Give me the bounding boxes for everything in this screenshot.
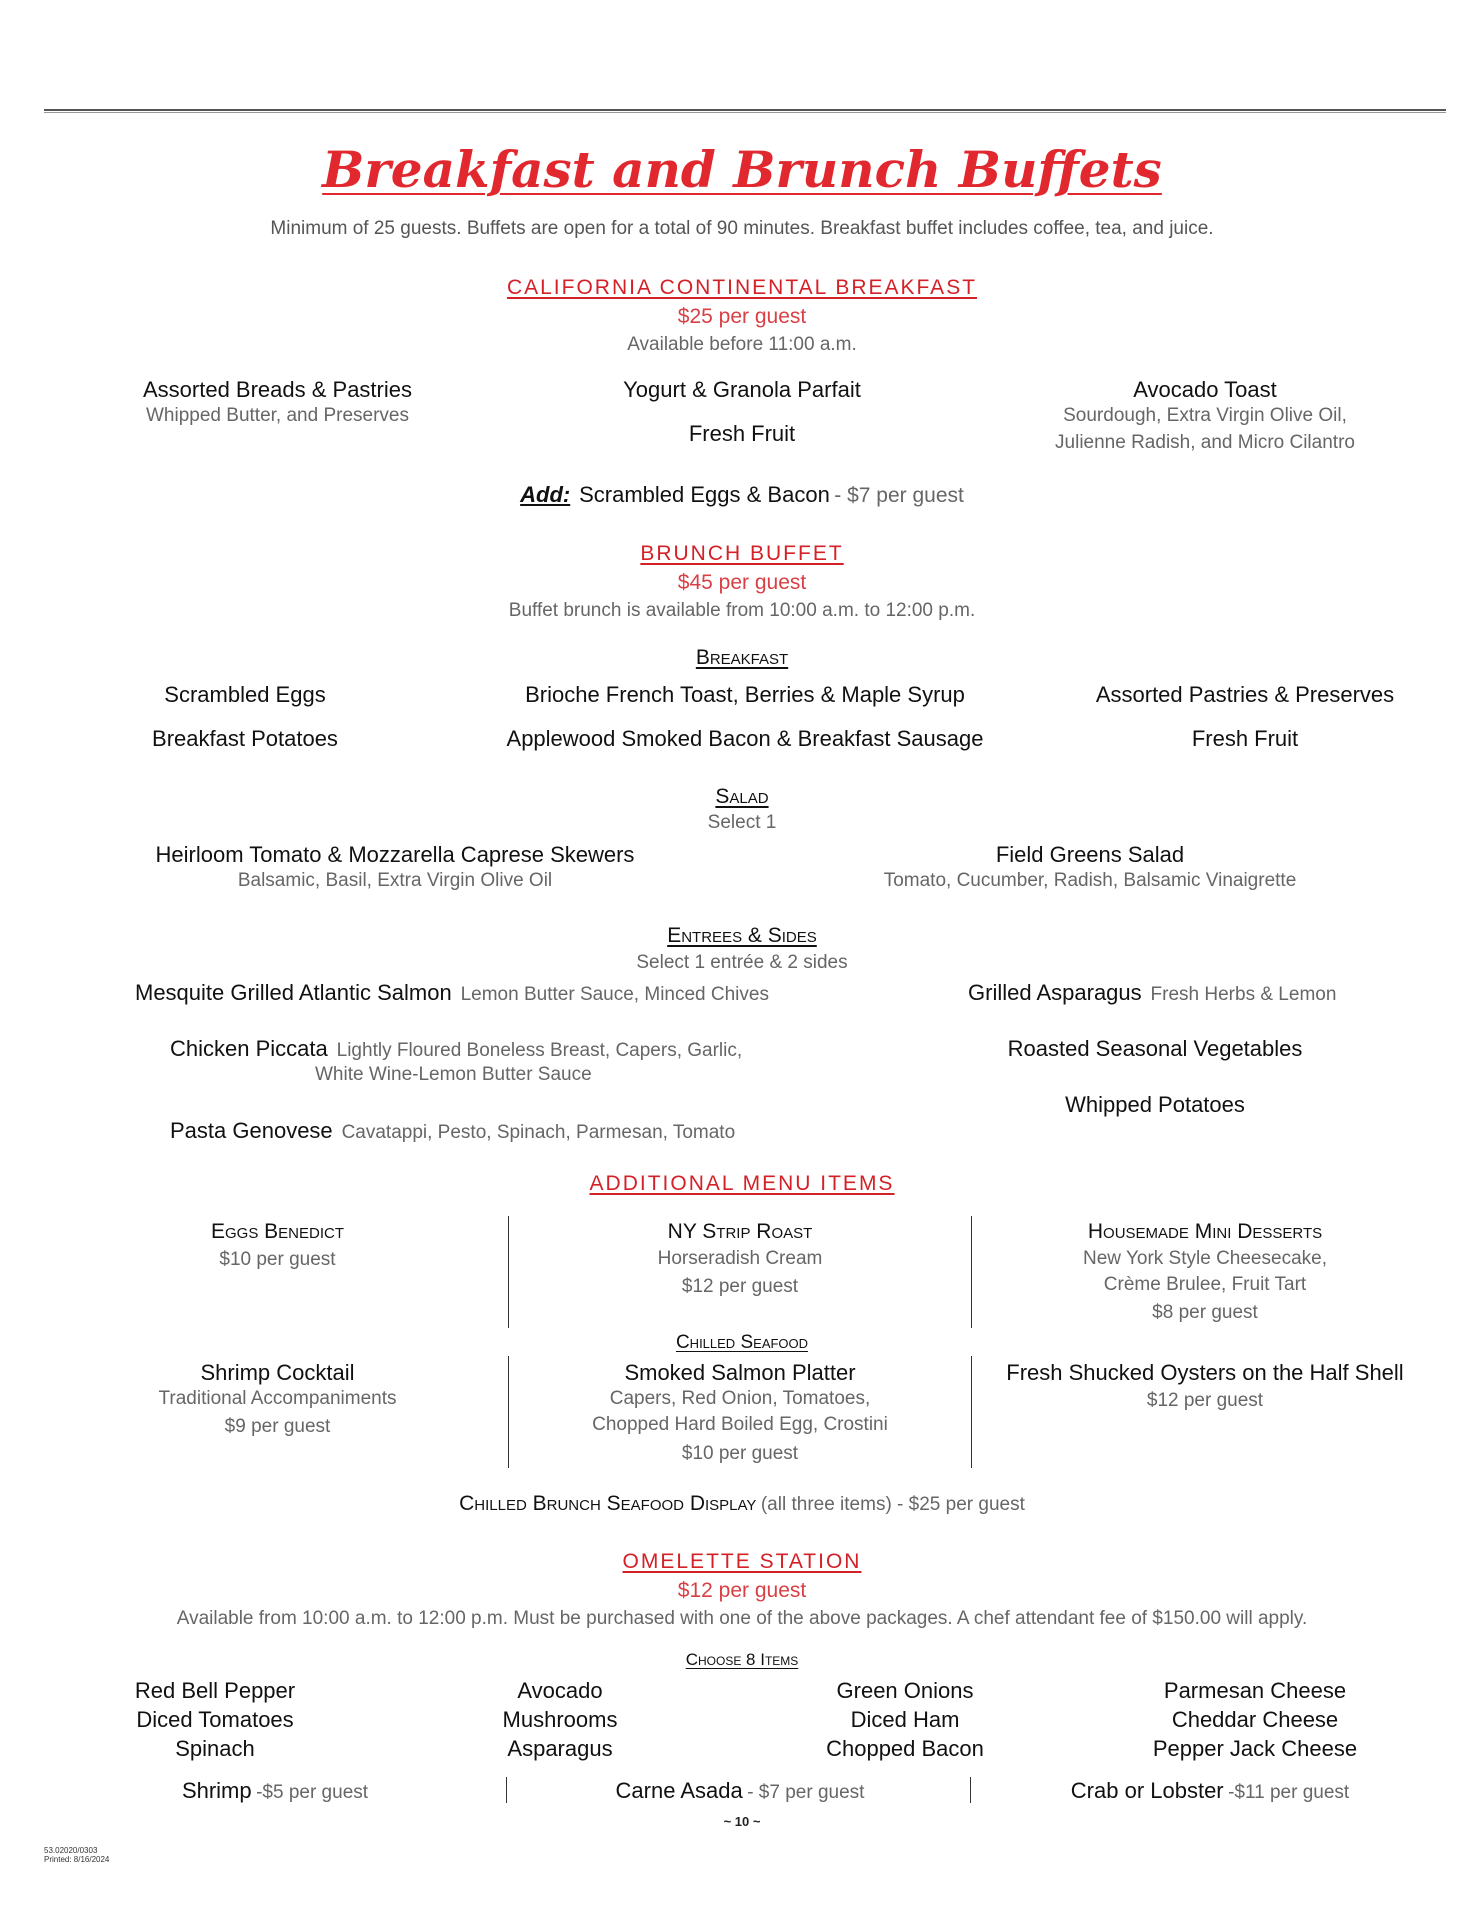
footer-code: 53.02020/0303	[44, 1846, 98, 1855]
salad-subheading: Salad	[715, 785, 769, 808]
extra-crab-lobster-title: Crab or Lobster	[1070, 1778, 1224, 1803]
add-item: Scrambled Eggs & Bacon	[579, 482, 830, 507]
eggs-benedict-title: Eggs Benedict	[210, 1220, 345, 1243]
oysters-price: $12 per guest	[1146, 1390, 1264, 1411]
chilled-seafood-subheading: Chilled Seafood	[675, 1332, 809, 1353]
desserts-desc-2: Crème Brulee, Fruit Tart	[1103, 1274, 1307, 1295]
continental-avocado-desc-1: Sourdough, Extra Virgin Olive Oil,	[1063, 405, 1347, 426]
omelette-extra-shrimp	[90, 1778, 460, 1804]
side-asparagus-title: Grilled Asparagus	[968, 980, 1142, 1005]
omelette-item: Pepper Jack Cheese	[1152, 1736, 1358, 1761]
entree-salmon	[135, 980, 769, 1006]
brunch-heading: BRUNCH BUFFET	[640, 542, 844, 565]
divider-extra-1	[506, 1777, 507, 1803]
continental-fresh-fruit: Fresh Fruit	[688, 421, 796, 446]
shrimp-cocktail-title: Shrimp Cocktail	[200, 1360, 355, 1385]
omelette-availability: Available from 10:00 a.m. to 12:00 p.m. Must be purchased with one of the above packages. A chef attendant fee of $150.00 will apply.	[176, 1608, 1308, 1629]
omelette-item: Parmesan Cheese	[1163, 1678, 1347, 1703]
shrimp-cocktail-desc: Traditional Accompaniments	[158, 1388, 397, 1409]
continental-add-line	[0, 482, 1484, 508]
brunch-scrambled-eggs: Scrambled Eggs	[164, 682, 326, 707]
entree-salmon-title: Mesquite Grilled Atlantic Salmon	[135, 980, 452, 1005]
ny-strip-title: NY Strip Roast	[667, 1220, 813, 1243]
side-roasted-vegetables: Roasted Seasonal Vegetables	[1007, 1036, 1303, 1061]
salad-caprese-desc: Balsamic, Basil, Extra Virgin Olive Oil	[237, 870, 553, 891]
divider-right-bottom	[971, 1356, 972, 1468]
shrimp-cocktail-price: $9 per guest	[224, 1416, 331, 1437]
side-asparagus-desc: Fresh Herbs & Lemon	[1150, 984, 1337, 1005]
smoked-salmon-price: $10 per guest	[681, 1443, 799, 1464]
continental-heading: CALIFORNIA CONTINENTAL BREAKFAST	[506, 276, 978, 299]
omelette-item: Green Onions	[836, 1678, 974, 1703]
brunch-bacon-sausage: Applewood Smoked Bacon & Breakfast Sausage	[506, 726, 984, 751]
entree-piccata-title: Chicken Piccata	[170, 1036, 328, 1061]
entree-piccata	[170, 1036, 742, 1062]
desserts-desc-1: New York Style Cheesecake,	[1083, 1248, 1327, 1269]
continental-avocado-desc-2: Julienne Radish, and Micro Cilantro	[1055, 432, 1355, 453]
entree-pasta-title: Pasta Genovese	[170, 1118, 333, 1143]
eggs-benedict-price: $10 per guest	[219, 1249, 336, 1270]
continental-breads-title: Assorted Breads & Pastries	[142, 377, 412, 402]
brunch-fresh-fruit: Fresh Fruit	[1191, 726, 1299, 751]
extra-crab-lobster-price: -$11 per guest	[1228, 1782, 1350, 1803]
seafood-display-line	[0, 1492, 1484, 1516]
ny-strip-desc: Horseradish Cream	[657, 1248, 823, 1269]
brunch-breakfast-potatoes: Breakfast Potatoes	[152, 726, 338, 751]
entrees-subheading: Entrees & Sides	[667, 924, 817, 947]
extra-shrimp-title: Shrimp	[181, 1778, 252, 1803]
salad-select: Select 1	[707, 812, 777, 833]
omelette-item: Cheddar Cheese	[1171, 1707, 1339, 1732]
omelette-price: $12 per guest	[677, 1579, 807, 1602]
continental-availability: Available before 11:00 a.m.	[627, 334, 857, 355]
smoked-salmon-desc-1: Capers, Red Onion, Tomatoes,	[609, 1388, 871, 1409]
add-label: Add:	[520, 482, 571, 507]
additional-heading: ADDITIONAL MENU ITEMS	[589, 1172, 895, 1195]
entrees-select: Select 1 entrée & 2 sides	[636, 952, 848, 973]
seafood-display-title: Chilled Brunch Seafood Display	[459, 1492, 757, 1515]
smoked-salmon-title: Smoked Salmon Platter	[624, 1360, 856, 1385]
divider-right-top	[971, 1216, 972, 1328]
omelette-extra-crab-lobster	[1010, 1778, 1410, 1804]
entree-pasta-desc: Cavatappi, Pesto, Spinach, Parmesan, Tomato	[341, 1122, 736, 1143]
omelette-item: Chopped Bacon	[826, 1736, 984, 1761]
salad-field-greens-title: Field Greens Salad	[995, 842, 1185, 867]
omelette-heading: OMELETTE STATION	[622, 1550, 862, 1573]
omelette-item: Diced Ham	[850, 1707, 960, 1732]
brunch-pastries: Assorted Pastries & Preserves	[1095, 682, 1395, 707]
entree-piccata-desc-2: White Wine-Lemon Butter Sauce	[315, 1064, 592, 1085]
omelette-extra-carne-asada	[540, 1778, 940, 1804]
brunch-availability: Buffet brunch is available from 10:00 a.m. to 12:00 p.m.	[508, 600, 976, 621]
continental-parfait: Yogurt & Granola Parfait	[623, 377, 861, 402]
divider-left-bottom	[508, 1356, 509, 1468]
ny-strip-price: $12 per guest	[681, 1276, 799, 1297]
entree-piccata-desc-1: Lightly Floured Boneless Breast, Capers, Garlic,	[336, 1040, 743, 1061]
intro-text: Minimum of 25 guests. Buffets are open for a total of 90 minutes. Breakfast buffet includes coffee, tea, and juice.	[270, 218, 1214, 239]
brunch-price: $45 per guest	[677, 571, 807, 594]
desserts-price: $8 per guest	[1152, 1302, 1258, 1323]
choose-items-subheading: Choose 8 Items	[685, 1650, 799, 1669]
omelette-item: Diced Tomatoes	[136, 1707, 294, 1732]
omelette-item: Spinach	[175, 1736, 255, 1761]
omelette-item: Mushrooms	[502, 1707, 618, 1732]
salad-caprese-title: Heirloom Tomato & Mozzarella Caprese Skewers	[155, 842, 635, 867]
salad-field-greens-desc: Tomato, Cucumber, Radish, Balsamic Vinaigrette	[883, 870, 1297, 891]
brunch-french-toast: Brioche French Toast, Berries & Maple Syrup	[525, 682, 965, 707]
top-rule	[44, 109, 1446, 113]
entree-salmon-desc: Lemon Butter Sauce, Minced Chives	[460, 984, 769, 1005]
oysters-title: Fresh Shucked Oysters on the Half Shell	[1006, 1360, 1404, 1385]
continental-avocado-title: Avocado Toast	[1133, 377, 1277, 402]
page-title: Breakfast and Brunch Buffets	[322, 140, 1162, 199]
extra-carne-asada-title: Carne Asada	[615, 1778, 743, 1803]
divider-extra-2	[970, 1777, 971, 1803]
extra-shrimp-price: -$5 per guest	[256, 1782, 369, 1803]
footer-printed: Printed: 8/16/2024	[44, 1855, 110, 1864]
continental-breads-desc: Whipped Butter, and Preserves	[146, 405, 409, 426]
omelette-item: Asparagus	[507, 1736, 613, 1761]
page-number: ~ 10 ~	[723, 1814, 761, 1829]
extra-carne-asada-price: - $7 per guest	[747, 1782, 865, 1803]
divider-left-top	[508, 1216, 509, 1328]
side-whipped-potatoes: Whipped Potatoes	[1065, 1092, 1245, 1117]
omelette-item: Red Bell Pepper	[134, 1678, 296, 1703]
continental-price: $25 per guest	[677, 305, 807, 328]
entree-pasta	[170, 1118, 735, 1144]
breakfast-subheading: Breakfast	[695, 646, 789, 669]
smoked-salmon-desc-2: Chopped Hard Boiled Egg, Crostini	[592, 1414, 888, 1435]
omelette-item: Avocado	[517, 1678, 603, 1703]
add-price: - $7 per guest	[834, 484, 964, 507]
desserts-title: Housemade Mini Desserts	[1087, 1220, 1323, 1243]
side-asparagus	[968, 980, 1336, 1006]
seafood-display-note: (all three items) - $25 per guest	[760, 1494, 1025, 1515]
